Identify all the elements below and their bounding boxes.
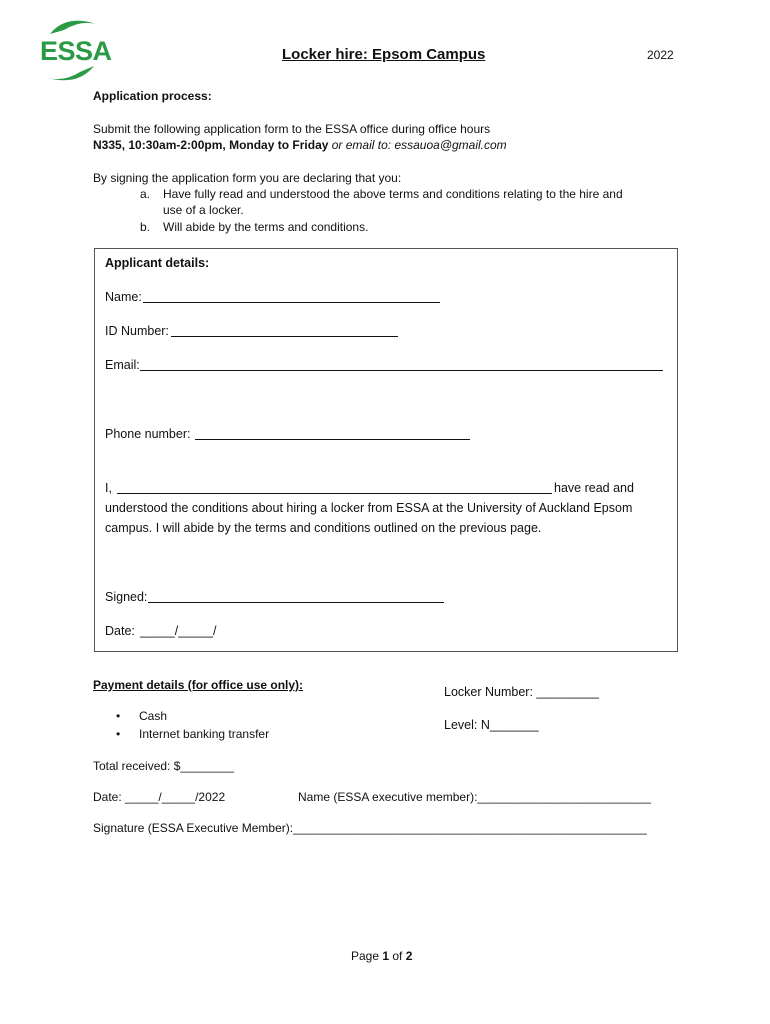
declaration-item-b-marker: b. <box>140 220 151 234</box>
contact-email: or email to: essauoa@gmail.com <box>328 138 507 152</box>
bullet-icon: • <box>116 709 121 723</box>
email-field[interactable] <box>140 370 663 371</box>
declaration-line2: understood the conditions about hiring a locker from ESSA at the University of Auckland Epsom <box>105 501 633 515</box>
document-year: 2022 <box>647 48 674 62</box>
office-hours: N335, 10:30am-2:00pm, Monday to Friday <box>93 138 329 152</box>
declaration-intro: By signing the application form you are declaring that you: <box>93 171 402 185</box>
page-word: Page <box>351 949 383 963</box>
locker-number-field[interactable]: Locker Number: _________ <box>444 685 599 699</box>
declaration-i-label: I, <box>105 481 112 495</box>
name-label: Name: <box>105 290 142 304</box>
phone-field[interactable] <box>195 439 470 440</box>
date-label: Date: <box>105 624 135 638</box>
page-number: 1 <box>382 949 390 963</box>
signature-field[interactable] <box>148 602 444 603</box>
bullet-icon: • <box>116 727 121 741</box>
declaration-item-a-line2: use of a locker. <box>163 203 244 217</box>
applicant-heading: Applicant details: <box>105 256 210 270</box>
total-received-field[interactable]: Total received: $________ <box>93 759 234 773</box>
declarant-name-field[interactable] <box>117 493 552 494</box>
payment-option-cash[interactable]: Cash <box>139 709 168 723</box>
email-label: Email: <box>105 358 140 372</box>
declaration-item-a-marker: a. <box>140 187 151 201</box>
level-field[interactable]: Level: N_______ <box>444 718 539 732</box>
page-title: Locker hire: Epsom Campus <box>282 46 486 63</box>
have-read-text: have read and <box>554 481 634 495</box>
payment-heading: Payment details (for office use only): <box>93 678 304 692</box>
essa-logo <box>36 16 112 86</box>
process-line1: Submit the following application form to the ESSA office during office hours <box>93 122 491 136</box>
executive-signature-field[interactable]: Signature (ESSA Executive Member):_____________________________________________________ <box>93 821 647 835</box>
executive-name-field[interactable]: Name (ESSA executive member):__________________________ <box>298 790 651 804</box>
declaration-item-b-line1: Will abide by the terms and conditions. <box>163 220 369 234</box>
declaration-line3: campus. I will abide by the terms and conditions outlined on the previous page. <box>105 521 542 535</box>
process-line2 <box>93 137 507 153</box>
id-number-field[interactable] <box>171 336 398 337</box>
phone-label: Phone number: <box>105 427 191 441</box>
page-total: 2 <box>405 949 413 963</box>
applicant-details-box <box>94 248 678 652</box>
id-number-label: ID Number: <box>105 324 169 338</box>
logo-text: ESSA <box>40 36 112 66</box>
date-field[interactable]: _____/_____/ <box>140 624 217 638</box>
name-field[interactable] <box>143 302 440 303</box>
page-footer <box>351 949 412 963</box>
payment-date-field[interactable]: Date: _____/_____/2022 <box>93 790 226 804</box>
of-word: of <box>389 949 406 963</box>
process-heading: Application process: <box>93 89 212 103</box>
payment-option-bank-transfer[interactable]: Internet banking transfer <box>139 727 270 741</box>
signed-label: Signed: <box>105 590 148 604</box>
declaration-item-a-line1: Have fully read and understood the above terms and conditions relating to the hire and <box>163 187 623 201</box>
